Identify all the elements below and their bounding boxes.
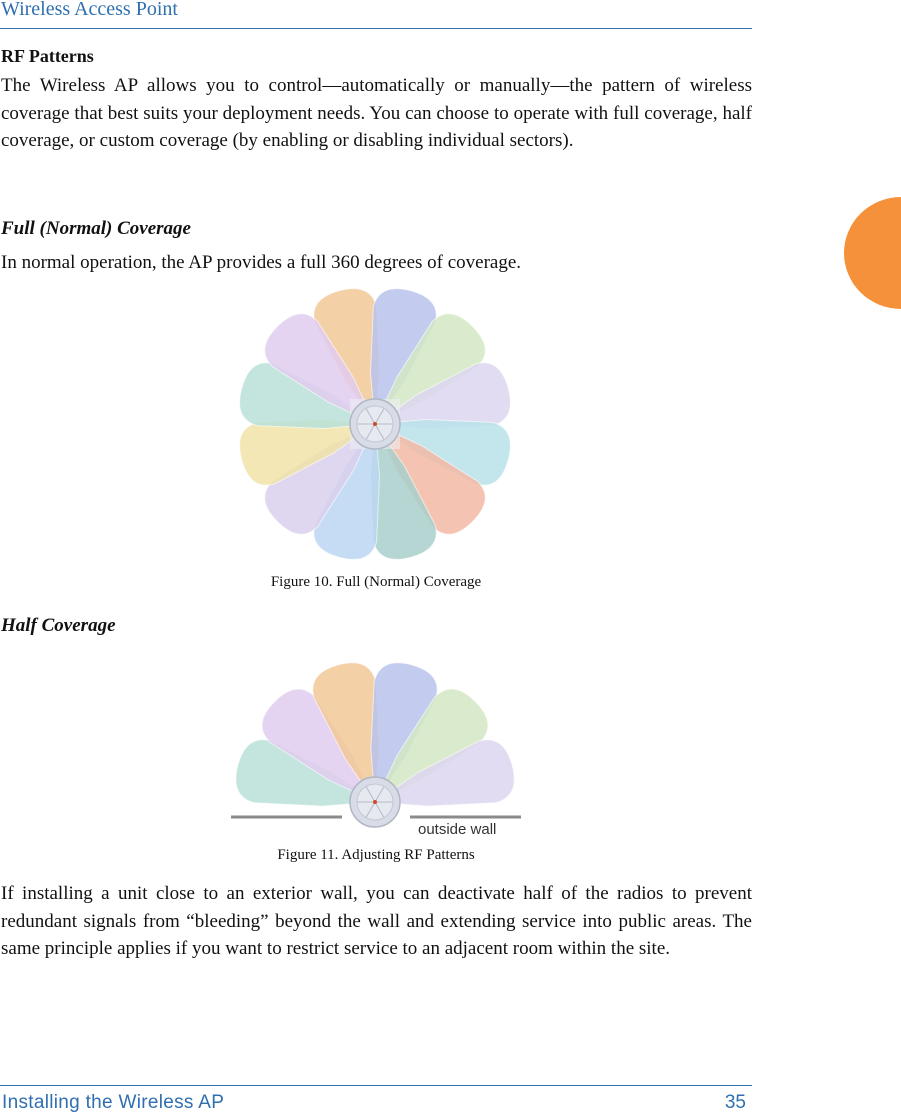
figure-10-caption: Figure 10. Full (Normal) Coverage bbox=[270, 574, 482, 590]
page-number: 35 bbox=[724, 1092, 746, 1113]
outside-wall-label: outside wall bbox=[418, 821, 497, 838]
half-coverage-heading: Half Coverage bbox=[1, 615, 116, 636]
half-coverage-access-point-icon bbox=[350, 777, 400, 827]
footer-section-title: Installing the Wireless AP bbox=[2, 1092, 225, 1113]
full-coverage-heading: Full (Normal) Coverage bbox=[1, 218, 191, 239]
full-coverage-text: In normal operation, the AP provides a full 360 degrees of coverage. bbox=[1, 252, 522, 273]
full-coverage-diagram bbox=[230, 282, 520, 566]
section-heading: RF Patterns bbox=[1, 46, 94, 66]
running-header bbox=[0, 0, 752, 29]
chapter-tab-marker bbox=[844, 197, 901, 309]
half-coverage-diagram bbox=[225, 660, 525, 840]
half-coverage-figure bbox=[225, 660, 525, 840]
intro-paragraph: The Wireless AP allows you to control—automatically or manually—the pattern of wireless coverage that best suits your deployment needs. You can choose to operate with full coverage, half coverage, or custom coverage (by enabling or disabling individual sectors). bbox=[1, 75, 752, 151]
full-coverage-access-point-icon bbox=[350, 399, 400, 449]
running-footer bbox=[0, 1085, 752, 1115]
running-header-title: Wireless Access Point bbox=[1, 0, 178, 20]
closing-paragraph: If installing a unit close to an exterior wall, you can deactivate half of the radios to prevent redundant signals from “bleeding” beyond the wall and extending service into public areas. The same principle applies if you want to restrict service to an adjacent room within the site. bbox=[1, 883, 752, 959]
full-coverage-figure bbox=[230, 282, 520, 566]
figure-11-caption: Figure 11. Adjusting RF Patterns bbox=[277, 847, 475, 863]
